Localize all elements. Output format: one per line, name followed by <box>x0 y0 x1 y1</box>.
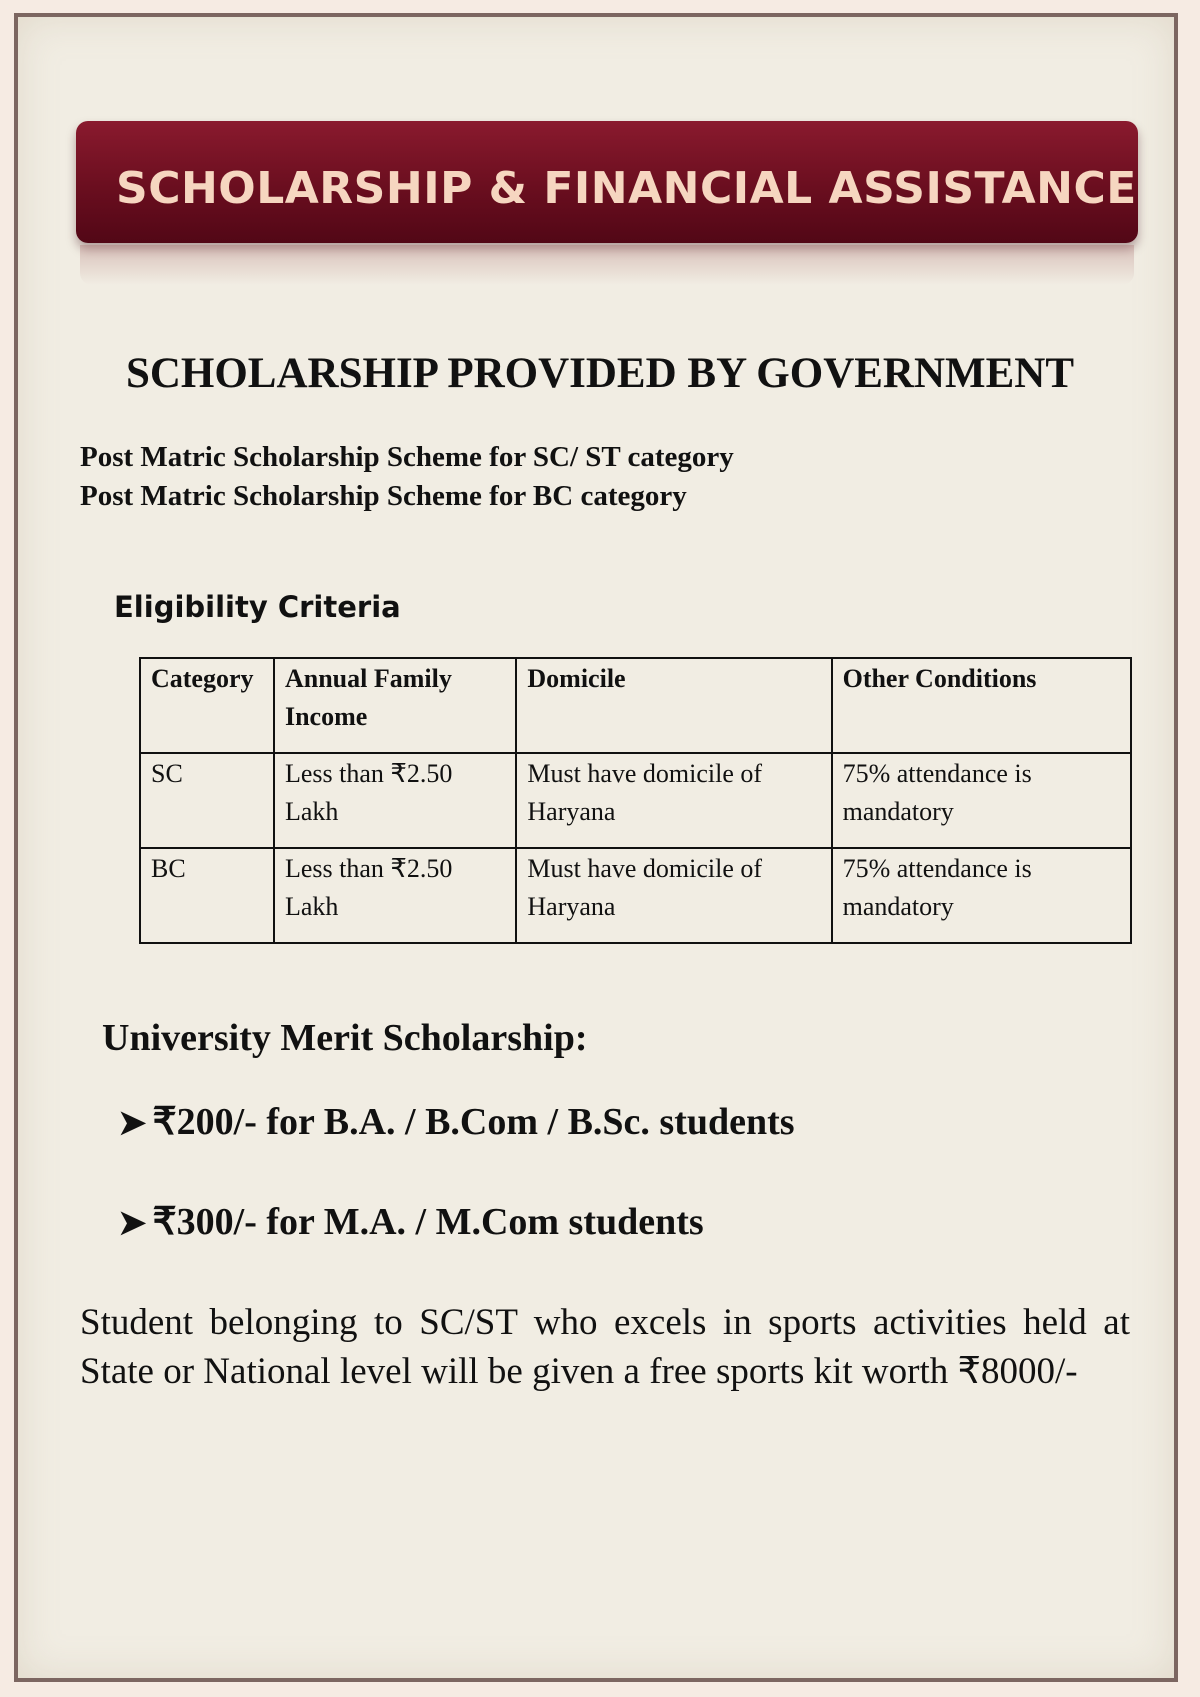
merit-list <box>118 1100 795 1300</box>
government-scholarship-heading: SCHOLARSHIP PROVIDED BY GOVERNMENT <box>125 350 1075 397</box>
merit-item <box>118 1200 795 1246</box>
scheme-item: Post Matric Scholarship Scheme for BC category <box>80 480 687 512</box>
banner-title: SCHOLARSHIP & FINANCIAL ASSISTANCE <box>116 163 1137 214</box>
arrow-bullet-icon: ➤ <box>118 1105 147 1142</box>
cell-category: BC <box>140 848 274 943</box>
column-header-category: Category <box>140 658 274 753</box>
arrow-bullet-icon: ➤ <box>118 1205 147 1242</box>
merit-item-text: ₹300/- for M.A. / M.Com students <box>152 1201 704 1243</box>
cell-income: Less than ₹2.50 Lakh <box>274 848 516 943</box>
table-row <box>140 753 1131 848</box>
column-header-domicile: Domicile <box>516 658 831 753</box>
eligibility-heading: Eligibility Criteria <box>114 590 401 624</box>
cell-domicile: Must have domicile of Haryana <box>516 753 831 848</box>
sports-kit-note: Student belonging to SC/ST who excels in sports activities held at State or National level will be given a free sports kit worth ₹8000/- <box>80 1302 1130 1392</box>
scheme-item: Post Matric Scholarship Scheme for SC/ ST category <box>80 441 734 473</box>
merit-item-text: ₹200/- for B.A. / B.Com / B.Sc. students <box>152 1101 795 1143</box>
merit-scholarship-heading: University Merit Scholarship: <box>102 1017 588 1059</box>
scheme-list <box>80 438 734 516</box>
table-row <box>140 848 1131 943</box>
cell-conditions: 75% attendance is mandatory <box>832 753 1131 848</box>
cell-conditions: 75% attendance is mandatory <box>832 848 1131 943</box>
cell-domicile: Must have domicile of Haryana <box>516 848 831 943</box>
cell-income: Less than ₹2.50 Lakh <box>274 753 516 848</box>
table-header-row <box>140 658 1131 753</box>
eligibility-table <box>139 657 1132 944</box>
merit-item <box>118 1100 795 1146</box>
banner-reflection <box>80 245 1134 285</box>
column-header-income: Annual Family Income <box>274 658 516 753</box>
column-header-conditions: Other Conditions <box>832 658 1131 753</box>
title-banner <box>76 121 1138 243</box>
cell-category: SC <box>140 753 274 848</box>
